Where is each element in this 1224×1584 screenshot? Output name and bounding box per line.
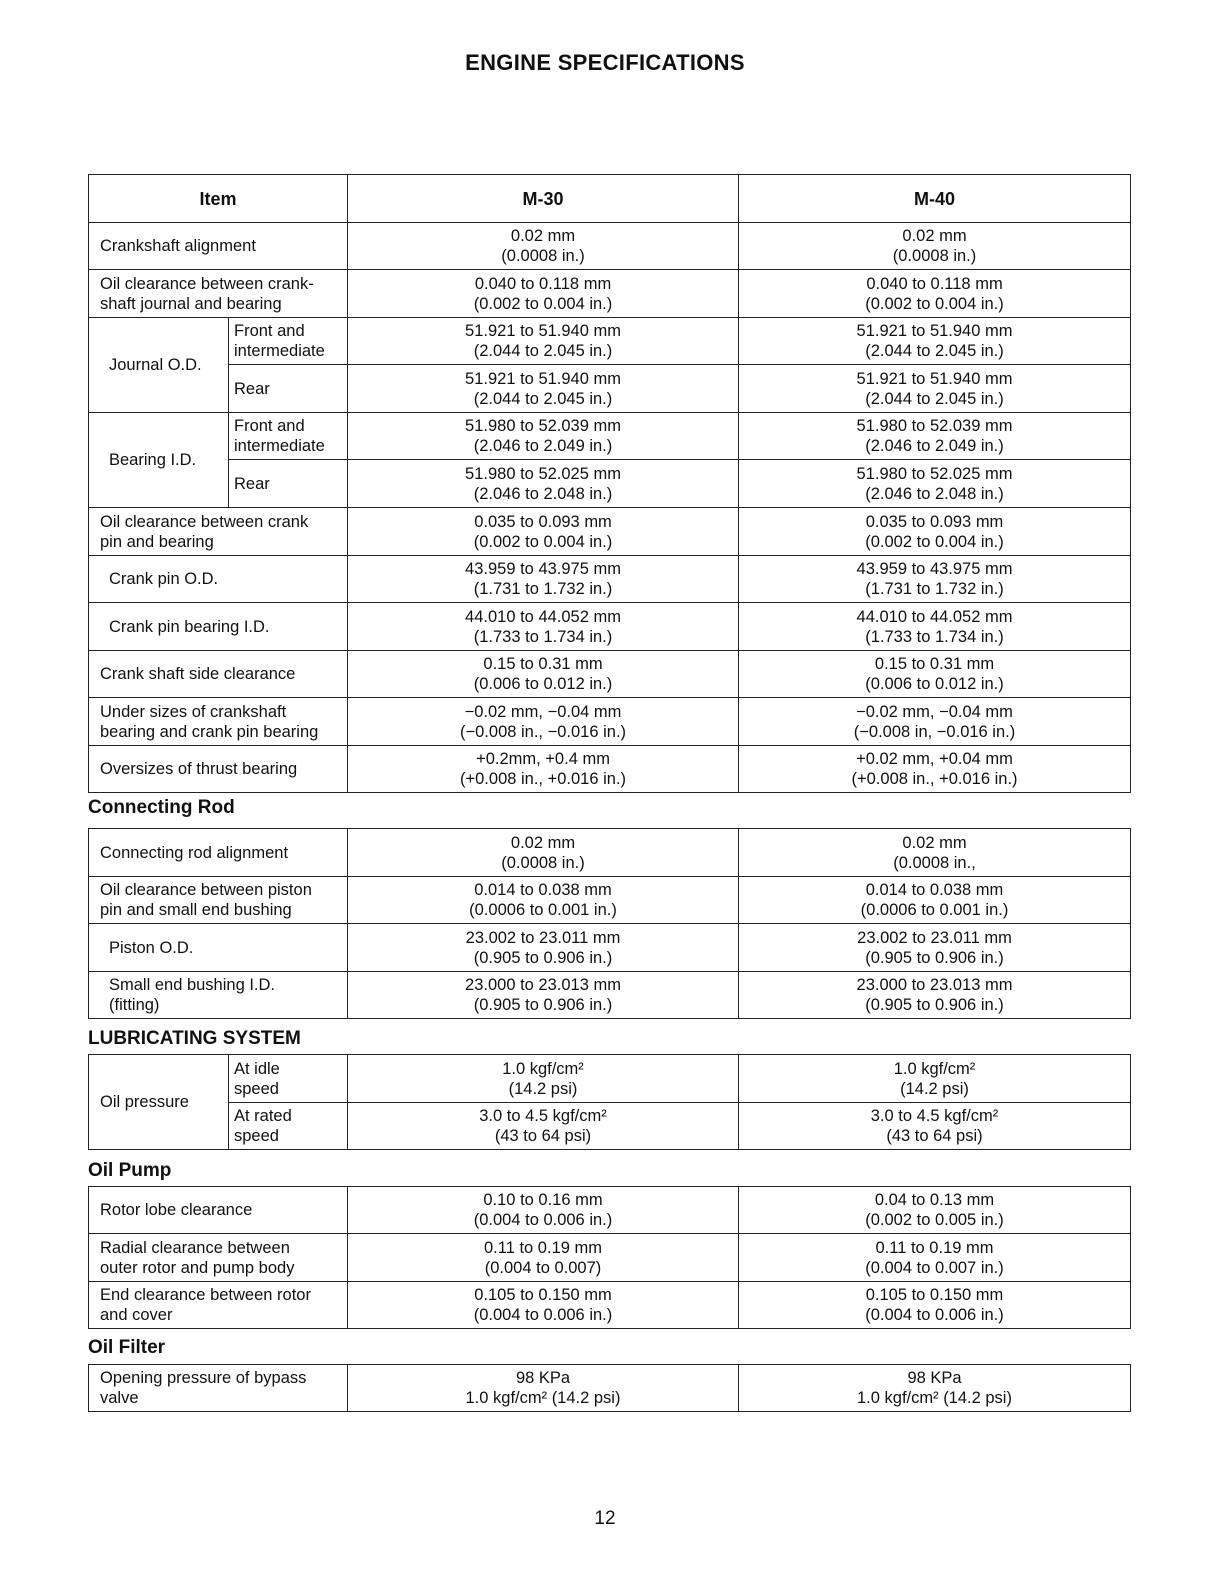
m30-value: 0.105 to 0.150 mm (0.004 to 0.006 in.) [348, 1282, 739, 1329]
row-label: Crank pin bearing I.D. [89, 603, 348, 651]
table-row [89, 651, 1131, 698]
oil-pump-spec-table [88, 1186, 1131, 1329]
section-heading-oil-filter: Oil Filter [88, 1337, 166, 1358]
row-label: Oil clearance between piston pin and small end bushing [89, 877, 348, 924]
lubricating-spec-table [88, 1054, 1131, 1150]
m40-value: +0.02 mm, +0.04 mm (+0.008 in., +0.016 in.) [739, 746, 1131, 793]
row-label: Crank pin O.D. [89, 556, 348, 603]
crankshaft-spec-table [88, 174, 1131, 793]
m30-value: 0.10 to 0.16 mm (0.004 to 0.006 in.) [348, 1187, 739, 1234]
m40-value: 23.000 to 23.013 mm (0.905 to 0.906 in.) [739, 972, 1131, 1019]
table-header-row [89, 175, 1131, 223]
section-heading-connecting-rod: Connecting Rod [88, 797, 235, 818]
row-label: Small end bushing I.D. (fitting) [89, 972, 348, 1019]
m40-value: 0.040 to 0.118 mm (0.002 to 0.004 in.) [739, 270, 1131, 318]
row-label: Radial clearance between outer rotor and pump body [89, 1234, 348, 1282]
table-row [89, 365, 1131, 413]
m30-value: 0.11 to 0.19 mm (0.004 to 0.007) [348, 1234, 739, 1282]
m40-value: 0.04 to 0.13 mm (0.002 to 0.005 in.) [739, 1187, 1131, 1234]
header-m30: M-30 [348, 175, 739, 223]
row-label: Crank shaft side clearance [89, 651, 348, 698]
table-row [89, 829, 1131, 877]
page-number: 12 [594, 1508, 616, 1529]
m30-value: 3.0 to 4.5 kgf/cm² (43 to 64 psi) [348, 1103, 739, 1150]
table-row [89, 318, 1131, 365]
m30-value: 0.02 mm (0.0008 in.) [348, 223, 739, 270]
page-title: ENGINE SPECIFICATIONS [465, 50, 745, 75]
m30-value: 51.980 to 52.025 mm (2.046 to 2.048 in.) [348, 460, 739, 508]
sub-label: At rated speed [229, 1103, 348, 1150]
table-row [89, 1103, 1131, 1150]
table-row [89, 603, 1131, 651]
m30-value: 0.040 to 0.118 mm (0.002 to 0.004 in.) [348, 270, 739, 318]
m40-value: 51.921 to 51.940 mm (2.044 to 2.045 in.) [739, 365, 1131, 413]
table-row [89, 460, 1131, 508]
m40-value: 23.002 to 23.011 mm (0.905 to 0.906 in.) [739, 924, 1131, 972]
section-heading-lubricating-system: LUBRICATING SYSTEM [88, 1028, 301, 1049]
table-row [89, 508, 1131, 556]
row-label: Under sizes of crankshaft bearing and crank pin bearing [89, 698, 348, 746]
row-label: Piston O.D. [89, 924, 348, 972]
m30-value: 0.02 mm (0.0008 in.) [348, 829, 739, 877]
row-label: Rotor lobe clearance [89, 1187, 348, 1234]
connecting-rod-spec-table [88, 828, 1131, 1019]
sub-label: Front and intermediate [229, 413, 348, 460]
oil-filter-spec-table [88, 1364, 1131, 1412]
table-row [89, 1187, 1131, 1234]
row-label: Crankshaft alignment [89, 223, 348, 270]
m30-value: 51.980 to 52.039 mm (2.046 to 2.049 in.) [348, 413, 739, 460]
m40-value: 0.02 mm (0.0008 in., [739, 829, 1131, 877]
row-label: End clearance between rotor and cover [89, 1282, 348, 1329]
sub-label: Front and intermediate [229, 318, 348, 365]
m30-value: 98 KPa 1.0 kgf/cm² (14.2 psi) [348, 1365, 739, 1412]
m40-value: 51.980 to 52.025 mm (2.046 to 2.048 in.) [739, 460, 1131, 508]
table-row [89, 223, 1131, 270]
m40-value: 0.014 to 0.038 mm (0.0006 to 0.001 in.) [739, 877, 1131, 924]
table-row [89, 972, 1131, 1019]
table-row [89, 877, 1131, 924]
row-label: Oil clearance between crank pin and bearing [89, 508, 348, 556]
table-row [89, 746, 1131, 793]
m40-value: −0.02 mm, −0.04 mm (−0.008 in, −0.016 in.) [739, 698, 1131, 746]
group-label-oil-pressure: Oil pressure [89, 1055, 229, 1150]
sub-label: Rear [229, 460, 348, 508]
table-row [89, 924, 1131, 972]
m40-value: 0.11 to 0.19 mm (0.004 to 0.007 in.) [739, 1234, 1131, 1282]
row-label: Opening pressure of bypass valve [89, 1365, 348, 1412]
table-row [89, 698, 1131, 746]
header-m40: M-40 [739, 175, 1131, 223]
row-label: Oil clearance between crank- shaft journal and bearing [89, 270, 348, 318]
group-label-bearing-id: Bearing I.D. [89, 413, 229, 508]
m40-value: 51.921 to 51.940 mm (2.044 to 2.045 in.) [739, 318, 1131, 365]
table-row [89, 1282, 1131, 1329]
m40-value: 1.0 kgf/cm² (14.2 psi) [739, 1055, 1131, 1103]
header-item: Item [89, 175, 348, 223]
m30-value: 0.15 to 0.31 mm (0.006 to 0.012 in.) [348, 651, 739, 698]
table-row [89, 556, 1131, 603]
m40-value: 98 KPa 1.0 kgf/cm² (14.2 psi) [739, 1365, 1131, 1412]
table-row [89, 1234, 1131, 1282]
m30-value: −0.02 mm, −0.04 mm (−0.008 in., −0.016 in.) [348, 698, 739, 746]
sub-label: At idle speed [229, 1055, 348, 1103]
m30-value: 43.959 to 43.975 mm (1.731 to 1.732 in.) [348, 556, 739, 603]
m40-value: 43.959 to 43.975 mm (1.731 to 1.732 in.) [739, 556, 1131, 603]
m30-value: 44.010 to 44.052 mm (1.733 to 1.734 in.) [348, 603, 739, 651]
m40-value: 3.0 to 4.5 kgf/cm² (43 to 64 psi) [739, 1103, 1131, 1150]
m30-value: +0.2mm, +0.4 mm (+0.008 in., +0.016 in.) [348, 746, 739, 793]
m40-value: 0.105 to 0.150 mm (0.004 to 0.006 in.) [739, 1282, 1131, 1329]
m30-value: 23.000 to 23.013 mm (0.905 to 0.906 in.) [348, 972, 739, 1019]
group-label-journal-od: Journal O.D. [89, 318, 229, 413]
m30-value: 1.0 kgf/cm² (14.2 psi) [348, 1055, 739, 1103]
m30-value: 0.014 to 0.038 mm (0.0006 to 0.001 in.) [348, 877, 739, 924]
m30-value: 0.035 to 0.093 mm (0.002 to 0.004 in.) [348, 508, 739, 556]
table-row [89, 1365, 1131, 1412]
m40-value: 0.02 mm (0.0008 in.) [739, 223, 1131, 270]
m40-value: 44.010 to 44.052 mm (1.733 to 1.734 in.) [739, 603, 1131, 651]
m40-value: 51.980 to 52.039 mm (2.046 to 2.049 in.) [739, 413, 1131, 460]
table-row [89, 413, 1131, 460]
table-row [89, 270, 1131, 318]
m40-value: 0.035 to 0.093 mm (0.002 to 0.004 in.) [739, 508, 1131, 556]
sub-label: Rear [229, 365, 348, 413]
m30-value: 51.921 to 51.940 mm (2.044 to 2.045 in.) [348, 365, 739, 413]
row-label: Oversizes of thrust bearing [89, 746, 348, 793]
m30-value: 23.002 to 23.011 mm (0.905 to 0.906 in.) [348, 924, 739, 972]
section-heading-oil-pump: Oil Pump [88, 1160, 172, 1181]
m30-value: 51.921 to 51.940 mm (2.044 to 2.045 in.) [348, 318, 739, 365]
row-label: Connecting rod alignment [89, 829, 348, 877]
m40-value: 0.15 to 0.31 mm (0.006 to 0.012 in.) [739, 651, 1131, 698]
table-row [89, 1055, 1131, 1103]
